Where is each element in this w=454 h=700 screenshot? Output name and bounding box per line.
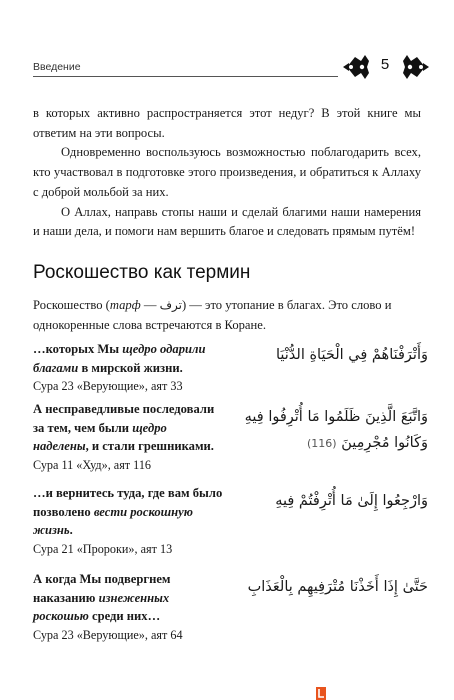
intro-text: Роскошество ( (33, 298, 110, 312)
section-heading: Роскошество как термин (33, 262, 251, 283)
paragraph: О Аллах, направь стопы наши и сделай благими наши намерения и наши дела, и помоги нам вершить благое и следовать прямым путём! (33, 204, 421, 239)
verse-translation: А когда Мы подвергнем наказанию изнеженных роскошью среди них… Сура 23 «Верующие», аят 64 (33, 570, 223, 644)
verse-arabic: وَأَتْرَفْنَاهُمْ فِي الْحَيَاةِ الدُّنْيَا (275, 347, 428, 363)
paragraph: Одновременно воспользуюсь возможностью поблагодарить всех, кто участвовал в подготовке этого произведения, и обратиться к Аллаху с доброй мольбой за них. (33, 145, 421, 199)
verse-reference: Сура 23 «Верующие», аят 33 (33, 379, 183, 393)
running-header: Введение (33, 61, 81, 73)
verse-arabic: وَارْجِعُوا إِلَىٰ مَا أُتْرِفْتُمْ فِيهِ (275, 493, 428, 509)
intro-text: — (140, 298, 160, 312)
verse-arabic: حَتَّىٰ إِذَا أَخَذْنَا مُتْرَفِيهِم بِالْعَذَابِ (247, 579, 428, 595)
verse-translation: …и вернитесь туда, где вам было позволено вести роскошную жизнь. Сура 21 «Пророки», аят 13 (33, 484, 223, 558)
verse-translation: А несправедливые последовали за тем, чем были щедро наделены, и стали грешниками. Сура 11 «Худ», аят 116 (33, 400, 223, 474)
intro-term: тарф (109, 298, 141, 312)
intro-arabic-term: ترف (159, 298, 182, 312)
paragraph: в которых активно распространяется этот недуг? В этой книге мы ответим на эти вопросы. (33, 106, 421, 140)
body-text (33, 104, 421, 242)
verse-reference: Сура 11 «Худ», аят 116 (33, 457, 152, 472)
verse-arabic: وَاتَّبَعَ الَّذِينَ ظَلَمُوا مَا أُتْرِفُوا فِيهِ وَكَانُوا مُجْرِمِينَ (116) (244, 409, 428, 451)
publisher-logo-icon (316, 687, 326, 700)
intro-text: ) — это утопание в благах. Это слово и однокоренные слова встречаются в Коране. (33, 298, 392, 332)
verse-reference: Сура 21 «Пророки», аят 13 (33, 541, 173, 556)
ayah-number-mark: (116) (307, 437, 337, 450)
section-intro (33, 296, 421, 335)
header-rule (33, 76, 338, 77)
page-number: 5 (380, 56, 390, 73)
verse-translation: …которых Мы щедро одарили благами в мирской жизни. Сура 23 «Верующие», аят 33 (33, 340, 223, 396)
verse-reference: Сура 23 «Верующие», аят 64 (33, 627, 183, 642)
